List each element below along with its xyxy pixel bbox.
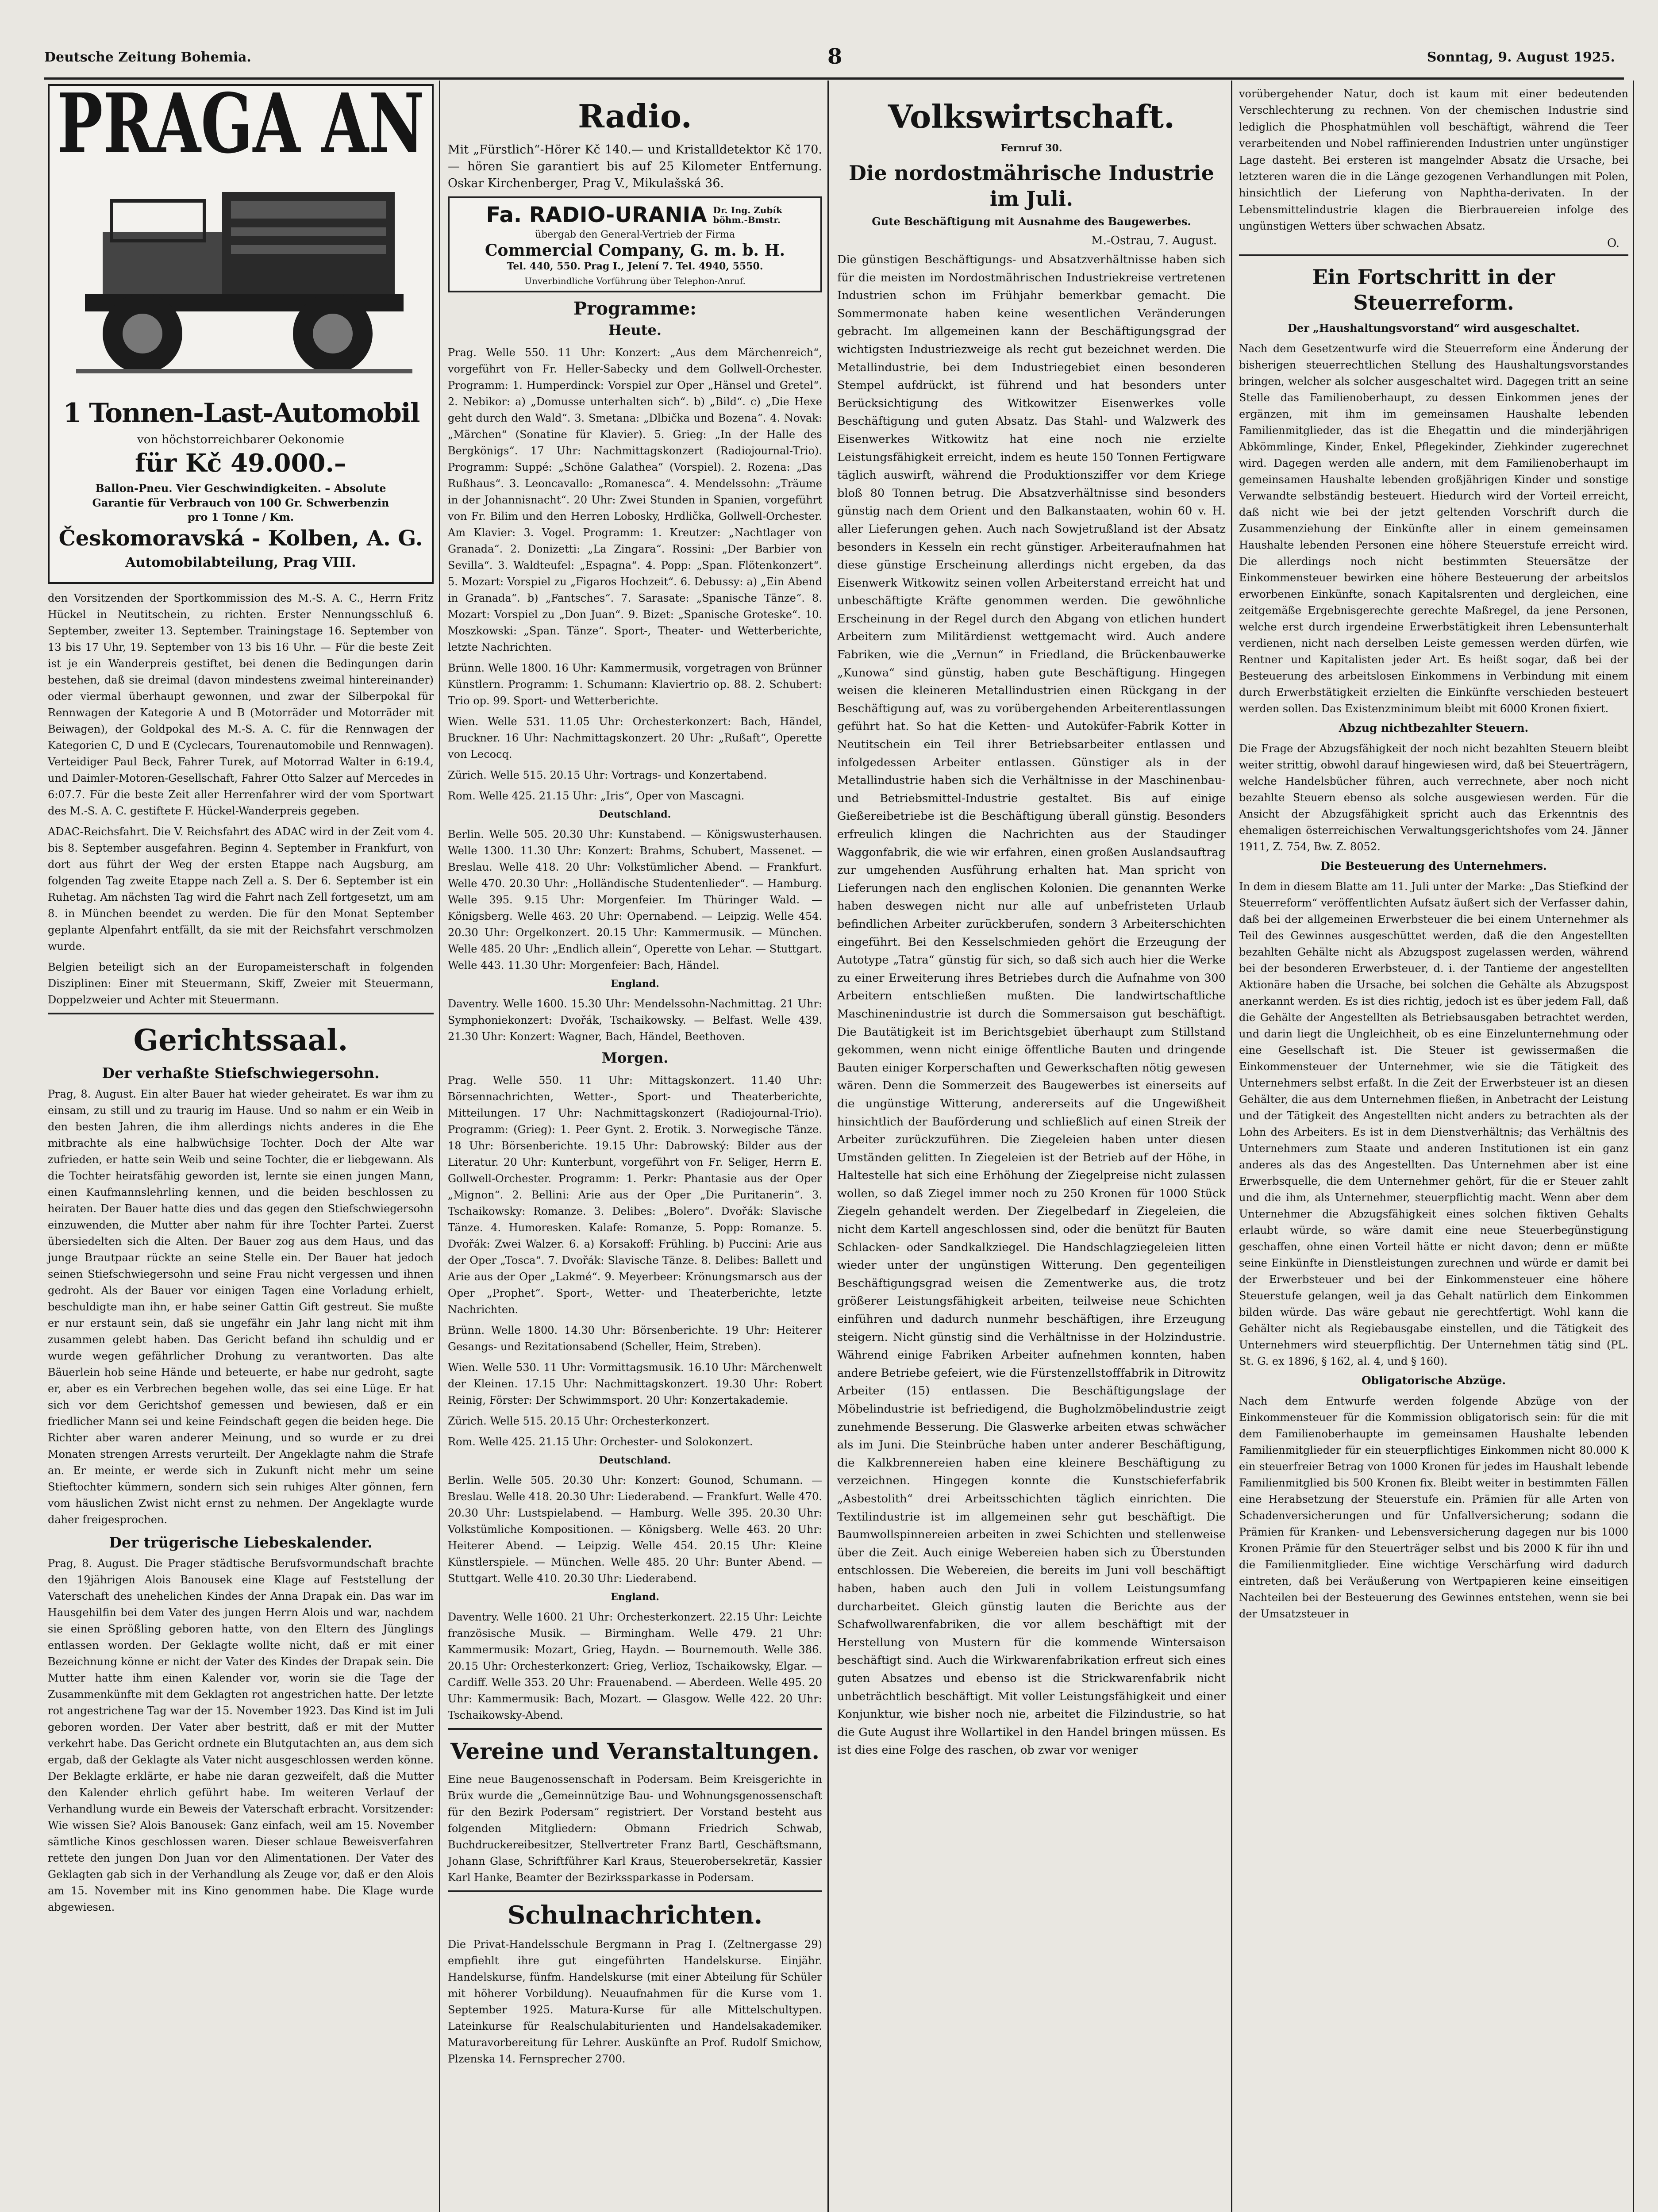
ad-firm: Fa. RADIO-URANIA <box>486 203 707 227</box>
praga-truck-illustration <box>50 75 432 404</box>
adac-article: ADAC-Reichsfahrt. Die V. Reichsfahrt des ADAC wird in der Zeit vom 4. bis 8. September ausgefahren. Beginn 4. September in Frankfurt, von dort aus führt der Weg der ersten Etappe nach Augsburg, am folgenden Tag zweite Etappe nach Zell a. S. Der 6. September ist ein Ruhetag. Am nächsten Tag wird die Fahrt nach Zell fortgesetzt, um am 8. in München beendet zu werden. Die für den Monat September geplante Alpenfahrt entfällt, da sie mit der Reichsfahrt verschmolzen wurde. <box>48 826 434 952</box>
case1-text: Prag, 8. August. Ein alter Bauer hat wieder geheiratet. Es war ihm zu einsam, zu still und zu traurig im Hause. Und so nahm er ein Weib in den besten Jahren, die ihm allerdings nichts anderes in die Ehe mitbrachte als eine halbwüchsige Tochter. Doch der Alte war zufrieden, er hatte sein Weib und seine Tochter, die er liebgewann. Als die Tochter heiratsfähig geworden ist, lernte sie einen jungen Mann, einen Kaufmannslehrling kennen, und die beiden beschlossen zu heiraten. Der Bauer hatte dies und das gegen den Stiefschwiegersohn einzuwenden, die Mutter aber nahm für ihre Tochter Partei. Zuerst übersiedelten sich die Alten. Der Bauer zog aus dem Haus, und das junge Brautpaar rückte an seine Stelle ein. Der Bauer hat jedoch seinen Stiefschwiegersohn und seine Frau nicht vergessen und ihnen gedroht. Als der Bauer vor einigen Tagen eine Vorladung erhielt, beschuldigte man ihn, er habe seiner Gattin Gift gestreut. Sie mußte er nur erstaunt sein, daß sie ungefähr ein Jahr lang nicht mit ihm zusammen gelebt haben. Das Gericht befand ihn schuldig und er wurde wegen gefährlicher Drohung zu verantworten. Das alte Bäuerlein hob seine Hände und beteuerte, er habe nur gedroht, sagte er, aber es ein Verbrechen begehen wolle, das sei eine Lüge. Er hat sich vor dem Gerichtshof gemessen und bewiesen, daß er ein friedlicher Mann sei und keine Feindschaft gegen die beiden hege. Die Richter aber waren anderer Meinung, und so wurde er zu drei Monaten strengen Arrests verurteilt. Der Angeklagte nahm die Strafe an. Er meinte, er werde sich in Zukunft nicht mehr um seine Stieftochter kümmern, sondern sich sein ruhiges Alter gönnen, fern vom häuslichen Zwist nicht ernst zu nehmen. Der Angeklagte wurde daher freigesprochen. <box>48 1088 434 1526</box>
intro-signature: O. <box>1607 236 1620 250</box>
industry-subtitle: Gute Beschäftigung mit Ausnahme des Baugewerbes. <box>872 215 1191 228</box>
praga-company: Českomoravská - Kolben, A. G. <box>58 526 423 551</box>
prog-rom-2: Rom. Welle 425. 21.15 Uhr: Orchester- und Solokonzert. <box>448 1436 753 1448</box>
sport-article: den Vorsitzenden der Sportkommission des M.-S. A. C., Herrn Fritz Hückel in Neutitschein, zu richten. Erster Nennungsschluß 6. September, zweiter 13. September. Trainingstage 16. September von 13 bis 17 Uhr, 19. September von 13 bis 16 Uhr. — Für die beste Zeit ist je ein Wanderpreis gestiftet, bei denen die Bedingungen darin bestehen, daß sie dreimal (davon mindestens zweimal hintereinander) oder viermal überhaupt gewonnen, und zwar der Silberpokal für Rennwagen der Kategorie A und B (Motorräder und Motorräder mit Beiwagen), der Goldpokal des M.-S. A. C. für die Rennwagen der Kategorien C, D und E (Cyclecars, Tourenautomobile und Rennwagen). Verteidiger Paul Beck, Fahrer Turek, auf Motorrad Walter in 6:19.4, und Daimler-Motoren-Gesellschaft, Fahrer Otto Salzer auf Mercedes in 6:07.7. Für die beste Zeit aller Herrenfahrer wird der vom Sportwart des M.-S. A. C. gestiftete F. Hückel-Wanderpreis gegeben. <box>48 592 434 817</box>
divider <box>448 1728 822 1730</box>
industry-continued: vorübergehender Natur, doch ist kaum mit einer bedeutenden Verschlechterung zu rechnen. Von der chemischen Industrie sind lediglich die Phosphatmühlen voll beschäftigt, während die Teer verarbeitenden und Nobel raffinierenden Industrien unter ungünstiger Lage dasteht. Bei ersteren ist mangelnder Absatz die Ursache, bei letzteren waren die in die Länge gezogenen Verhandlungen mit Polen, hinsichtlich der Lieferung von Naphtha-derivaten. In der Lebensmittelindustrie klagen die Bierbrauereien infolge des ungünstigen Wetters über schwachen Absatz. <box>1239 88 1628 233</box>
praga-advertisement <box>48 75 434 584</box>
page-number: 8 <box>827 44 842 69</box>
praga-line1: von höchstorreichbarer Oekonomie <box>137 433 344 446</box>
steuer-text2: Die Frage der Abzugsfähigkeit der noch nicht bezahlten Steuern bleibt weiter strittig, obwohl darauf hingewiesen wird, daß bei Steuerträgern, welche Handelsbücher führen, auch verrechnete, aber noch nicht bezahlte Steuern ebenso als solche ausgewiesen werden. Für die Ansicht der Abzugsfähigkeit spricht auch das Erkenntnis des ehemaligen österreichischen Verwaltungsgerichtshofes vom 24. Jänner 1911, Z. 754, Bw. Z. 8052. <box>1239 742 1628 853</box>
praga-price: für Kč 49.000.– <box>135 449 346 478</box>
divider <box>48 1013 434 1014</box>
praga-line3: Garantie für Verbrauch von 100 Gr. Schwerbenzin <box>92 496 389 509</box>
page-right-border <box>1633 81 1634 2212</box>
section-gerichtssaal: Gerichtssaal. <box>133 1023 348 1057</box>
morgen-heading: Morgen. <box>601 1049 669 1066</box>
ad-address: Tel. 440, 550. Prag I., Jelení 7. Tel. 4940, 5550. <box>507 261 763 272</box>
prog-de: Berlin. Welle 505. 20.30 Uhr: Kunstabend. — Königswusterhausen. Welle 1300. 11.30 Uhr: Konzert: Brahms, Schubert, Massenet. — Breslau. Welle 418. 20 Uhr: Volkstümlicher Abend. — Frankfurt. Welle 470. 20.30 Uhr: „Holländische Studentenlieder“. — Hamburg. Welle 395. 9.15 Uhr: Morgenfeier. Im Thüringer Wald. — Königsberg. Welle 463. 20 Uhr: Opernabend. — Leipzig. Welle 454. 20.30 Uhr: Orgelkonzert. 20.15 Uhr: Kammermusik. — München. Welle 485. 20 Uhr: „Endlich allein“, Operette von Lehar. — Stuttgart. Welle 443. 11.30 Uhr: Morgenfeier: Bach, Händel. <box>448 828 822 972</box>
steuer-sub2: Abzug nichtbezahlter Steuern. <box>1339 721 1529 734</box>
program-title: Programme: <box>573 298 696 319</box>
column-1 <box>48 75 434 2212</box>
praga-department: Automobilabteilung, Prag VIII. <box>125 555 356 570</box>
schul-text: Die Privat-Handelsschule Bergmann in Prag I. (Zeltnergasse 29) empfiehlt ihre gut eingeführten Handelskurse. Einjähr. Handelskurse, fünfm. Handelskurse (mit einer Abteilung für Schüler mit höherer Vorbildung). Neuaufnahmen für die Kurse vom 1. September 1925. Matura-Kurse für alle Mittelschultypen. Lateinkurse für Realschulabiturienten und Handelsakademiker. Maturavorbereitung für Lehrer. Auskünfte an Prof. Rudolf Smichow, Plzenska 14. Fernsprecher 2700. <box>448 1938 822 2065</box>
steuer-text4: Nach dem Entwurfe werden folgende Abzüge von der Einkommensteuer für die Kommission obligatorisch sein: für die mit dem Familienoberhaupte im gemeinsamen Haushalte lebenden Familienmitglieder für ein steuerpflichtiges Einkommen nicht 80.000 K ein steuerfreier Betrag von 1000 Kronen für jedes im Haushalt lebende Familienmitglied bis 500 Kronen fix. Bleibt weiter in bestimmten Fällen eine Herabsetzung der Steuerstufe ein. Prämien für alle Arten von Schadenversicherungen und für Unfallversicherung; sodann die Prämien für Kranken- und Lebensversicherung dagegen nur bis 1000 Kronen Prämie für den Steuerträger selbst und bis 2000 K für ihn und die Familienmitglieder. Eine wichtige Verschärfung wird dadurch eintreten, daß bei Veräußerung von Wertpapieren keine einseitigen Nachteilen bei der Besteuerung des Gewinnes entstehen, wenn sie bei der Umsatzsteuer in <box>1239 1394 1628 1620</box>
prog-de-2: Berlin. Welle 505. 20.30 Uhr: Konzert: Gounod, Schumann. — Breslau. Welle 418. 20.30 Uhr: Liederabend. — Frankfurt. Welle 470. 20.30 Uhr: Lustspielabend. — Hamburg. Welle 395. 20.30 Uhr: Volkstümliche Kompositionen. — Königsberg. Welle 463. 20 Uhr: Heiterer Abend. — Leipzig. Welle 454. 20.15 Uhr: Kleine Künstlerspiele. — München. Welle 485. 20 Uhr: Bunter Abend. — Stuttgart. Welle 410. 20.30 Uhr: Liederabend. <box>448 1474 822 1585</box>
praga-brand: PRAGA AN <box>57 75 424 172</box>
steuer-sub4: Obligatorische Abzüge. <box>1361 1374 1506 1387</box>
vereine-text: Eine neue Baugenossenschaft in Podersam. Beim Kreisgerichte in Brüx wurde die „Gemeinnützige Bau- und Wohnungsgenossenschaft für den Bezirk Podersam“ registriert. Der Vorstand besteht aus folgenden Mitgliedern: Obmann Friedrich Schwab, Buchdruckereibesitzer, Stellvertreter Franz Bartl, Geschäftsmann, Johann Glase, Schriftführer Karl Kraus, Steuerobersekretär, Kassier Karl Hanke, Beamter der Bezirkssparkasse in Podersam. <box>448 1773 822 1884</box>
prog-wien: Wien. Welle 531. 11.05 Uhr: Orchesterkonzert: Bach, Händel, Bruckner. 16 Uhr: Nachmittagskonzert. 20 Uhr: „Rußaft“, Operette von Lecocq. <box>448 715 822 760</box>
ad-company: Commercial Company, G. m. b. H. <box>485 241 785 260</box>
prog-morgen-bruenn: Brünn. Welle 1800. 14.30 Uhr: Börsenberichte. 19 Uhr: Heiterer Gesangs- und Rezitationsabend (Scheller, Heim, Streben). <box>448 1324 822 1353</box>
praga-line2: Ballon-Pneu. Vier Geschwindigkeiten. – Absolute <box>95 482 386 495</box>
header-left: Deutsche Zeitung Bohemia. <box>44 50 251 65</box>
divider <box>1239 254 1628 256</box>
radio-intro: Mit „Fürstlich“-Hörer Kč 140.— und Kristalldetektor Kč 170.— hören Sie garantiert bis auf 25 Kilometer Entfernung. Oskar Kirchenberger, Prag V., Mikulašská 36. <box>448 143 822 190</box>
page-header <box>27 44 1633 75</box>
fernruf: Fernruf 30. <box>1000 142 1062 154</box>
en-heading-2: England. <box>611 1591 659 1603</box>
prog-heute-bruenn: Brünn. Welle 1800. 16 Uhr: Kammermusik, vorgetragen von Brünner Künstlern. Programm: 1. Schumann: Klaviertrio op. 88. 2. Schubert: Trio op. 99. Sport- und Wetterberichte. <box>448 662 822 707</box>
header-right: Sonntag, 9. August 1925. <box>1427 50 1615 65</box>
column-rule-3 <box>1231 81 1232 2212</box>
industry-title: Die nordostmährische Industrie im Juli. <box>849 161 1214 211</box>
divider <box>448 1890 822 1892</box>
steuer-text1: Nach dem Gesetzentwurfe wird die Steuerreform eine Änderung der bisherigen steuerrechtlichen Stellung des Haushaltungsvorstandes bringen, welcher als solcher ausgeschaltet wird. Dagegen tritt an seine Stelle das Familienoberhaupt, zu dessen Einkommen jenes der ergänzen, mit ihm im gemeinsamen Haushalte lebenden Familienmitglieder, das ist die Ehegattin und die minderjährigen Abkömmlinge, Kinder, Enkel, Pflegekinder, Ziehkinder zugerechnet wird. Dagegen werden alle andern, mit dem Familienoberhaupt im gemeinsamen Haushalte lebenden großjährigen Kinder und sonstige Verwandte selbständig besteuert. Hiedurch wird der Vorteil erreicht, daß nicht wie bei der jetzt geltenden Vorschrift durch die Zusammenziehung der Einkünfte aller in einem gemeinsamen Haushalte lebenden Personen eine höhere Steuerstufe erreicht wird. Die allerdings noch nicht bestimmten Steuersätze der Einkommensteuer bewirken eine höhere Besteuerung der arbeitslos erworbenen Einkünfte, sonach Kapitalsrenten und dergleichen, eine zeitgemäße Ergebnisgerechte gerechte Maßregel, da jene Personen, welche erst durch irgendeine Erwerbstätigkeit ihren Lebensunterhalt verdienen, nicht nach derselben Leiste gemessen werden dürfen, wie Rentner und Kapitalisten jeder Art. Es heißt sogar, daß bei der Besteuerung des arbeitslosen Einkommens in Verbindung mit einem durch Erwerbstätigkeit erzielten die Einkünfte verschieden besteuert werden sollen. Das Existenzminimum bleibt mit 6000 Kronen fixiert. <box>1239 342 1628 715</box>
de-heading: Deutschland. <box>599 809 671 820</box>
section-radio: Radio. <box>578 97 692 135</box>
section-schul: Schulnachrichten. <box>507 1901 763 1930</box>
column-3 <box>837 84 1226 2212</box>
case1-title: Der verhaßte Stiefschwiegersohn. <box>102 1064 380 1082</box>
prog-wien-2: Wien. Welle 530. 11 Uhr: Vormittagsmusik. 16.10 Uhr: Märchenwelt der Kleinen. 17.15 Uhr: Nachmittagskonzert. 19.30 Uhr: Robert Reinig, Förster: Der Schwimmsport. 20 Uhr: Konzertakademie. <box>448 1361 822 1406</box>
ad-owner: Dr. Ing. Zubík böhm.-Bmstr. <box>713 205 782 225</box>
case2-title: Der trügerische Liebeskalender. <box>109 1534 373 1551</box>
prog-zurich: Zürich. Welle 515. 20.15 Uhr: Vortrags- und Konzertabend. <box>448 769 767 781</box>
en-heading: England. <box>611 978 659 990</box>
praga-headline: 1 Tonnen-Last-Automobil <box>63 398 419 429</box>
prog-rom: Rom. Welle 425. 21.15 Uhr: „Iris“, Oper von Mascagni. <box>448 790 745 802</box>
column-rule-2 <box>827 81 829 2212</box>
praga-line4: pro 1 Tonne / Km. <box>187 511 294 523</box>
prog-en: Daventry. Welle 1600. 15.30 Uhr: Mendelssohn-Nachmittag. 21 Uhr: Symphoniekonzert: Dvořák, Tschaikowsky. — Belfast. Welle 439. 21.30 Uhr: Konzert: Wagner, Bach, Händel, Beethoven. <box>448 998 822 1043</box>
belgien-article: Belgien beteiligt sich an der Europameisterschaft in folgenden Disziplinen: Einer mit Steuermann, Skiff, Zweier mit Steuermann, Doppelzweier und Achter mit Steuermann. <box>48 961 434 1006</box>
prog-morgen: Prag. Welle 550. 11 Uhr: Mittagskonzert. 11.40 Uhr: Börsennachrichten, Wetter-, Sport- und Theaterberichte, Mitteilungen. 17 Uhr: Nachmittagskonzert (Radiojournal-Trio). Programm: (Grieg): 1. Peer Gynt. 2. Erotik. 3. Norwegische Tänze. 18 Uhr: Börsenberichte. 19.15 Uhr: Dabrowský: Bilder aus der Literatur. 20 Uhr: Kunterbunt, vorgeführt von Fr. Seliger, Herrn E. Gollwell-Orchester. Programm: 1. Perkr: Phantasie aus der Oper „Mignon“. 2. Bellini: Arie aus der Oper „Die Puritanerin“. 3. Tschaikowsky: Romanze. 3. Delibes: „Bolero“. Dvořák: Slavische Tänze. 4. Humoresken. Kalafe: Romanze, 5. Popp: Romanze. 5. Dvořák: Zwei Walzer. 6. a) Korsakoff: Frühling. b) Puccini: Arie aus der Oper „Tosca“. 7. Dvořák: Slavische Tänze. 8. Delibes: Ballett und Arie aus der Oper „Lakmé“. 9. Meyerbeer: Krönungsmarsch aus der Oper „Prophet“. Sport-, Wetter- und Theaterberichte, letzte Nachrichten. <box>448 1074 822 1316</box>
dateline: M.-Ostrau, 7. August. <box>1091 234 1217 247</box>
today-heading: Heute. <box>608 322 662 338</box>
column-2 <box>448 84 822 2212</box>
section-volkswirtschaft: Volkswirtschaft. <box>888 98 1175 135</box>
prog-en-2: Daventry. Welle 1600. 21 Uhr: Orchesterkonzert. 22.15 Uhr: Leichte französische Musik. — Birmingham. Welle 479. 21 Uhr: Kammermusik: Mozart, Grieg, Haydn. — Bournemouth. Welle 386. 20.15 Uhr: Orchesterkonzert: Grieg, Verlioz, Tschaikowsky, Elgar. — Cardiff. Welle 353. 20 Uhr: Frauenabend. — Aberdeen. Welle 495. 20 Uhr: Kammermusik: Bach, Mozart. — Glasgow. Welle 422. 20 Uhr: Tschaikowsky-Abend. <box>448 1611 822 1721</box>
section-vereine: Vereine und Veranstaltungen. <box>450 1738 819 1764</box>
prog-zurich-2: Zürich. Welle 515. 20.15 Uhr: Orchesterkonzert. <box>448 1415 710 1427</box>
radio-urania-advertisement <box>448 196 822 292</box>
column-4 <box>1239 84 1628 2212</box>
case2-text: Prag, 8. August. Die Prager städtische Berufsvormundschaft brachte den 19jährigen Alois Banousek eine Klage auf Feststellung der Vaterschaft des unehelichen Kindes der Anna Drapak ein. Das war im Hausgehilfin bei dem Vater des jungen Herrn Alois und war, nachdem sie einen Sprößling geboren hatte, von den Eltern des Jünglings entlassen worden. Der Geklagte wollte nicht, daß er mit einer Bezeichnung könne er nicht der Vater des Kindes der Drapak sein. Die Mutter hatte ihm einen Kalender vor, worin sie die Tage der Zusammenkünfte mit dem Geklagten rot angestrichen hatte. Der letzte rot angestrichene Tag war der 15. November 1923. Das Kind ist im Juli geboren worden. Der Vater aber bestritt, daß er mit der Mutter verkehrt habe. Das Gericht ordnete ein Blutgutachten an, aus dem sich ergab, daß der Geklagte als Vater nicht ausgeschlossen werden könne. Der Beklagte erklärte, er habe nie daran gezweifelt, daß die Mutter den Kalender ehrlich geführt habe. Im weiteren Verlauf der Verhandlung wurde ein Beweis der Vaterschaft erbracht. Vorsitzender: Wie wissen Sie? Alois Banousek: Ganz einfach, weil am 15. November sämtliche Kinos geschlossen waren. Dieser schlaue Beweisverfahren rettete den jungen Don Juan vor den Alimentationen. Der Vater des Geklagten gab sich in der Verhandlung als Zeuge vor, daß er den Alois am 15. November mit ins Kino genommen habe. Die Klage wurde abgewiesen. <box>48 1557 434 1913</box>
industry-text: Die günstigen Beschäftigungs- und Absatzverhältnisse haben sich für die meisten im Nordostmährischen Industriekreise vertretenen Industrien schon im Frühjahr bemerkbar gemacht. Die Sommermonate haben keine wesentlichen Veränderungen gebracht. Im allgemeinen kann der Beschäftigungsgrad der wichtigsten Industriezweige als recht gut bezeichnet werden. Die Metallindustrie, bei dem Industriegebiet einen besonderen Stempel aufdrückt, ist führend und hat besonders unter Berücksichtigung des Witkowitzer Eisenwerkes volle Beschäftigung und guten Absatz. Das Stahl- und Walzwerk des Eisenwerkes Witkowitz hat eine noch nie erzielte Leistungsfähigkeit erreicht, indem es heute 150 Tonnen Fertigware täglich auswirft, während die Produktionsziffer vor dem Kriege bloß 80 Tonnen betrug. Die Absatzverhältnisse sind besonders günstig nach dem Orient und den Balkanstaaten, wohin 60 v. H. aller Lieferungen gehen. Auch nach Sowjetrußland ist der Absatz besonders in Kesseln ein recht günstiger. Arbeiteraufnahmen hat diese günstige Erscheinung allerdings nicht ergeben, da das Eisenwerk Witkowitz seinen vollen Arbeiterstand erreicht hat und unbeschäftigte Kräfte genommen werden. Die gewöhnliche Erscheinung in der Regel durch den Abgang von etlichen hundert Arbeitern zum Militärdienst wettgemacht wird. Auch andere Fabriken, wie die „Vernun“ in Friedland, die Brückenbauwerke „Kunowa“ sind günstig, haben gute Beschäftigung. Hingegen weisen die kleineren Metallindustrien einen Rückgang in der Beschäftigung auf, was zu vorübergehenden Arbeiterentlassungen geführt hat. So hat die Ketten- und Autoküfer-Fabrik Kotter in Neutitschein ein Teil ihrer Betriebsarbeiter entlassen und infolgedessen Arbeiter entlassen. Günstiger als in der Metallindustrie haben sich die Verhältnisse in der Maschinenbau- und Betriebsmittel-Industrie gestaltet. Bis auf einige Gießereibetriebe ist die Beschäftigung überall günstig. Besonders erfreulich klingen die Nachrichten aus der Staudinger Waggonfabrik, die wie wir erfahren, einen großen Auslandsauftrag zur umgehenden Ausführung erhalten hat. Man spricht von Lieferungen nach den englischen Kolonien. Die genannten Werke haben deswegen nicht nur alle auf unbefristeten Urlaub befindlichen Arbeiter zurückberufen, sondern 3 Arbeiterschichten eingeführt. Bei den Kesselschmieden gehört die Erzeugung der Autotype „Tatra“ günstig für sich, so daß sich auch hier die Werke zu einer Erweiterung ihres Betriebes durch die Aufnahme von 300 Arbeitern entschließen mußten. Die landwirtschaftliche Maschinenindustrie ist durch die Sommersaison gut beschäftigt. Die Bautätigkeit ist im Berichtsgebiet überhaupt zum Stillstand gekommen, wenn nicht einige öffentliche Bauten und dringende Bauten einiger Korperschaften und Gewerkschaften nötig gewesen wären. Denn die Sommerzeit des Baugewerbes ist einerseits auf die ungünstige Witterung, andererseits auf die Ungewißheit hinsichtlich der Bauförderung und schließlich auf einen Streik der Arbeiter zurückzuführen. Die Ziegeleien haben unter diesen Umständen gelitten. In Ziegeleien ist der Betrieb auf der Höhe, in Haltestelle hat sich eine Erhöhung der Ziegelpreise nicht zulassen wollen, so daß Ziegel immer noch zu 250 Kronen für 1000 Stück Ziegeln gehandelt werden. Der Ziegelbedarf in Ziegeleien, die nicht dem Kartell angeschlossen sind, oder die benützt für Bauten Schlacken- oder Sandkalkziegel. Die Handschlagziegeleien litten wieder unter der ungünstigen Witterung. Den gegenteiligen Beschäftigungsgrad weisen die Zementwerke aus, die trotz größerer Leistungsfähigkeit arbeiten, teilweise neue Schichten einführen und dadurch nunmehr beschäftigen, ihre Erzeugung steigern. Nicht günstig sind die Verhältnisse in der Holzindustrie. Während einige Fabriken Arbeiter aufnehmen konnten, haben andere Betriebe gefeiert, wie die Fürstenzellstofffabrik in Ditrowitz Arbeiter (15) entlassen. Die Beschäftigungslage der Möbelindustrie ist befriedigend, die Bugholzmöbelindustrie zeigt zunehmende Besserung. Die Glaswerke arbeiten etwas schwächer als im Juni. Die Steinbrüche haben unter anderer Beschäftigung, die Kalkbrennereien haben eine kleinere Beschäftigung zu verzeichnen. Hingegen konnte die Kunstschieferfabrik „Asbestolith“ drei Arbeitsschichten täglich einrichten. Die Textilindustrie ist im allgemeinen sehr gut beschäftigt. Die Baumwollspinnereien arbeiten in zwei Schichten und stellenweise über die Zeit. Auch einige Webereien haben sich zu Überstunden entschlossen. Die Webereien, die bereits im Juni voll beschäftigt haben, haben auch den Juli in vollem Leistungsumfang durcharbeitet. Gleich günstig lauten die Berichte aus der Schafwollwarenfabriken, die vor allem beschäftigt mit der Herstellung von Mustern für die kommende Wintersaison beschäftigt sind. Auch die Wirkwarenfabrikation erfreut sich eines guten Absatzes und ebenso ist die Strickwarenfabrik nicht unbeträchtlich beschäftigt. Mit voller Leistungsfähigkeit und einer Konjunktur, wie bisher noch nie, arbeitet die Filzindustrie, so hat die Gute August ihre Wollartikel in den Handel bringen müssen. Es ist dies eine Folge des raschen, ob zwar vor weniger <box>837 253 1226 1757</box>
steuer-sub1: Der „Haushaltungsvorstand“ wird ausgeschaltet. <box>1288 321 1580 334</box>
ad-line2: übergab den General-Vertrieb der Firma <box>535 229 735 240</box>
de-heading-2: Deutschland. <box>599 1455 671 1466</box>
steuer-text3: In dem in diesem Blatte am 11. Juli unter der Marke: „Das Stiefkind der Steuerreform“ veröffentlichten Aufsatz äußert sich der Verfasser dahin, daß bei der allgemeinen Erwerbsteuer die bei einem Unternehmer als Teil des Gewinnes ausgeschüttet werden, daß die den Angestellten bezahlten Gehälte nicht als Abzugspost zugelassen werden, während bei der besonderen Erwerbsteuer, d. i. der Tantieme der angestellten Aktionäre haben die Ursache, bei solchen die Gehälte als Abzugspost anerkannt werden. Es ist dies richtig, jedoch ist es über jedem Fall, daß die Gehälte der Angestellten als Betriebsausgaben betrachtet werden, und darin liegt die Ungleichheit, ob es eine Einzelunternehmung oder eine Gesellschaft ist. Die Steuer ist gewissermaßen die Einkommensteuer der Unternehmer, wie sie die Tätigkeit des Unternehmers selbst erfaßt. In die Zeit der Erwerbsteuer ist an diesen Gehälter, die aus dem Unternehmen fließen, in Anbetracht der Leistung und der Tätigkeit des Angestellten nicht anders zu betrachten als der Lohn des Arbeiters. Es ist in dem Dienstverhältnis; das Verhältnis des Unternehmers zum Staate und anderen Institutionen ist ein ganz anderes als das des Angestellten. Das Unternehmen aber ist eine Erwerbsquelle, die dem Unternehmer gehört, für die er Steuer zahlt und die ihm, als Unternehmer, steuerpflichtig macht. Wenn aber dem Unternehmer die Abzugsfähigkeit eines solchen fiktiven Gehalts erlaubt würde, so wäre damit eine neue Steuerbegünstigung geschaffen, ohne einen Vorteil hätte er nicht davon; denn er müßte seine Einkünfte in Dienstleistungen zurechnen und würde er damit bei der Erwerbsteuer und bei der Einkommensteuer eine höhere Steuerstufe gelangen, weil ja das Gehalt natürlich dem Einkommen bilden würde. Das wäre gebaut nie gerechtfertigt. Wohl kann die Gehälter nicht als Regiebausgabe einstellen, und die Tätigkeit des Unternehmers wird steuerpflichtig. Der Unternehmen tätig sind (PL. St. G. ex 1896, § 162, al. 4, und § 160). <box>1239 880 1628 1367</box>
prog-heute: Prag. Welle 550. 11 Uhr: Konzert: „Aus dem Märchenreich“, vorgeführt von Fr. Heller-Sabecky und dem Gollwell-Orchester. Programm: 1. Humperdinck: Vorspiel zur Oper „Hänsel und Gretel“. 2. Nebikor: a) „Domusse unterhalten sich“. b) „Bild“. c) „Die Hexe geht durch den Wald“. 3. Smetana: „Dlbička und Bozena“. 4. Novak: „Märchen“ (Sonatine für Klavier). 5. Grieg: „In der Halle des Bergkönigs“. 17 Uhr: Nachmittagskonzert (Radiojournal-Trio). Programm: Suppé: „Schöne Galathea“ (Vorspiel). 2. Rozena: „Das Rußhaus“. 3. Leoncavallo: „Romanesca“. 4. Mendelssohn: „Träume in der Johannisnacht“. 20 Uhr: Zwei Stunden in Spanien, vorgeführt von Fr. Bilim und den Herren Lobosky, Hrdlička, Gollwell-Orchester. Am Klavier: 3. Vogel. Programm: 1. Kreutzer: „Nachtlager von Granada“. 2. Donizetti: „La Zingara“. Rossini: „Der Barbier von Sevilla“. 3. Waldteufel: „Espagna“. 4. Popp: „Span. Flötenkonzert“. 5. Mozart: Vorspiel zu „Figaros Hochzeit“. 6. Debussy: a) „Ein Abend in Granada“. b) „Fantsches“. 7. Sarasate: „Spanische Tänze“. 8. Mozart: Vorspiel zu „Don Juan“. 9. Bizet: „Spanische Groteske“. 10. Moszkowski: „Span. Tänze“. Sport-, Theater- und Wetterberichte, letzte Nachrichten. <box>448 346 822 653</box>
steuer-sub3: Die Besteuerung des Unternehmers. <box>1320 859 1547 872</box>
column-rule-1 <box>439 81 440 2212</box>
ad-footer: Unverbindliche Vorführung über Telephon-Anruf. <box>524 276 746 286</box>
section-steuerreform: Ein Fortschritt in der Steuerreform. <box>1312 265 1555 315</box>
